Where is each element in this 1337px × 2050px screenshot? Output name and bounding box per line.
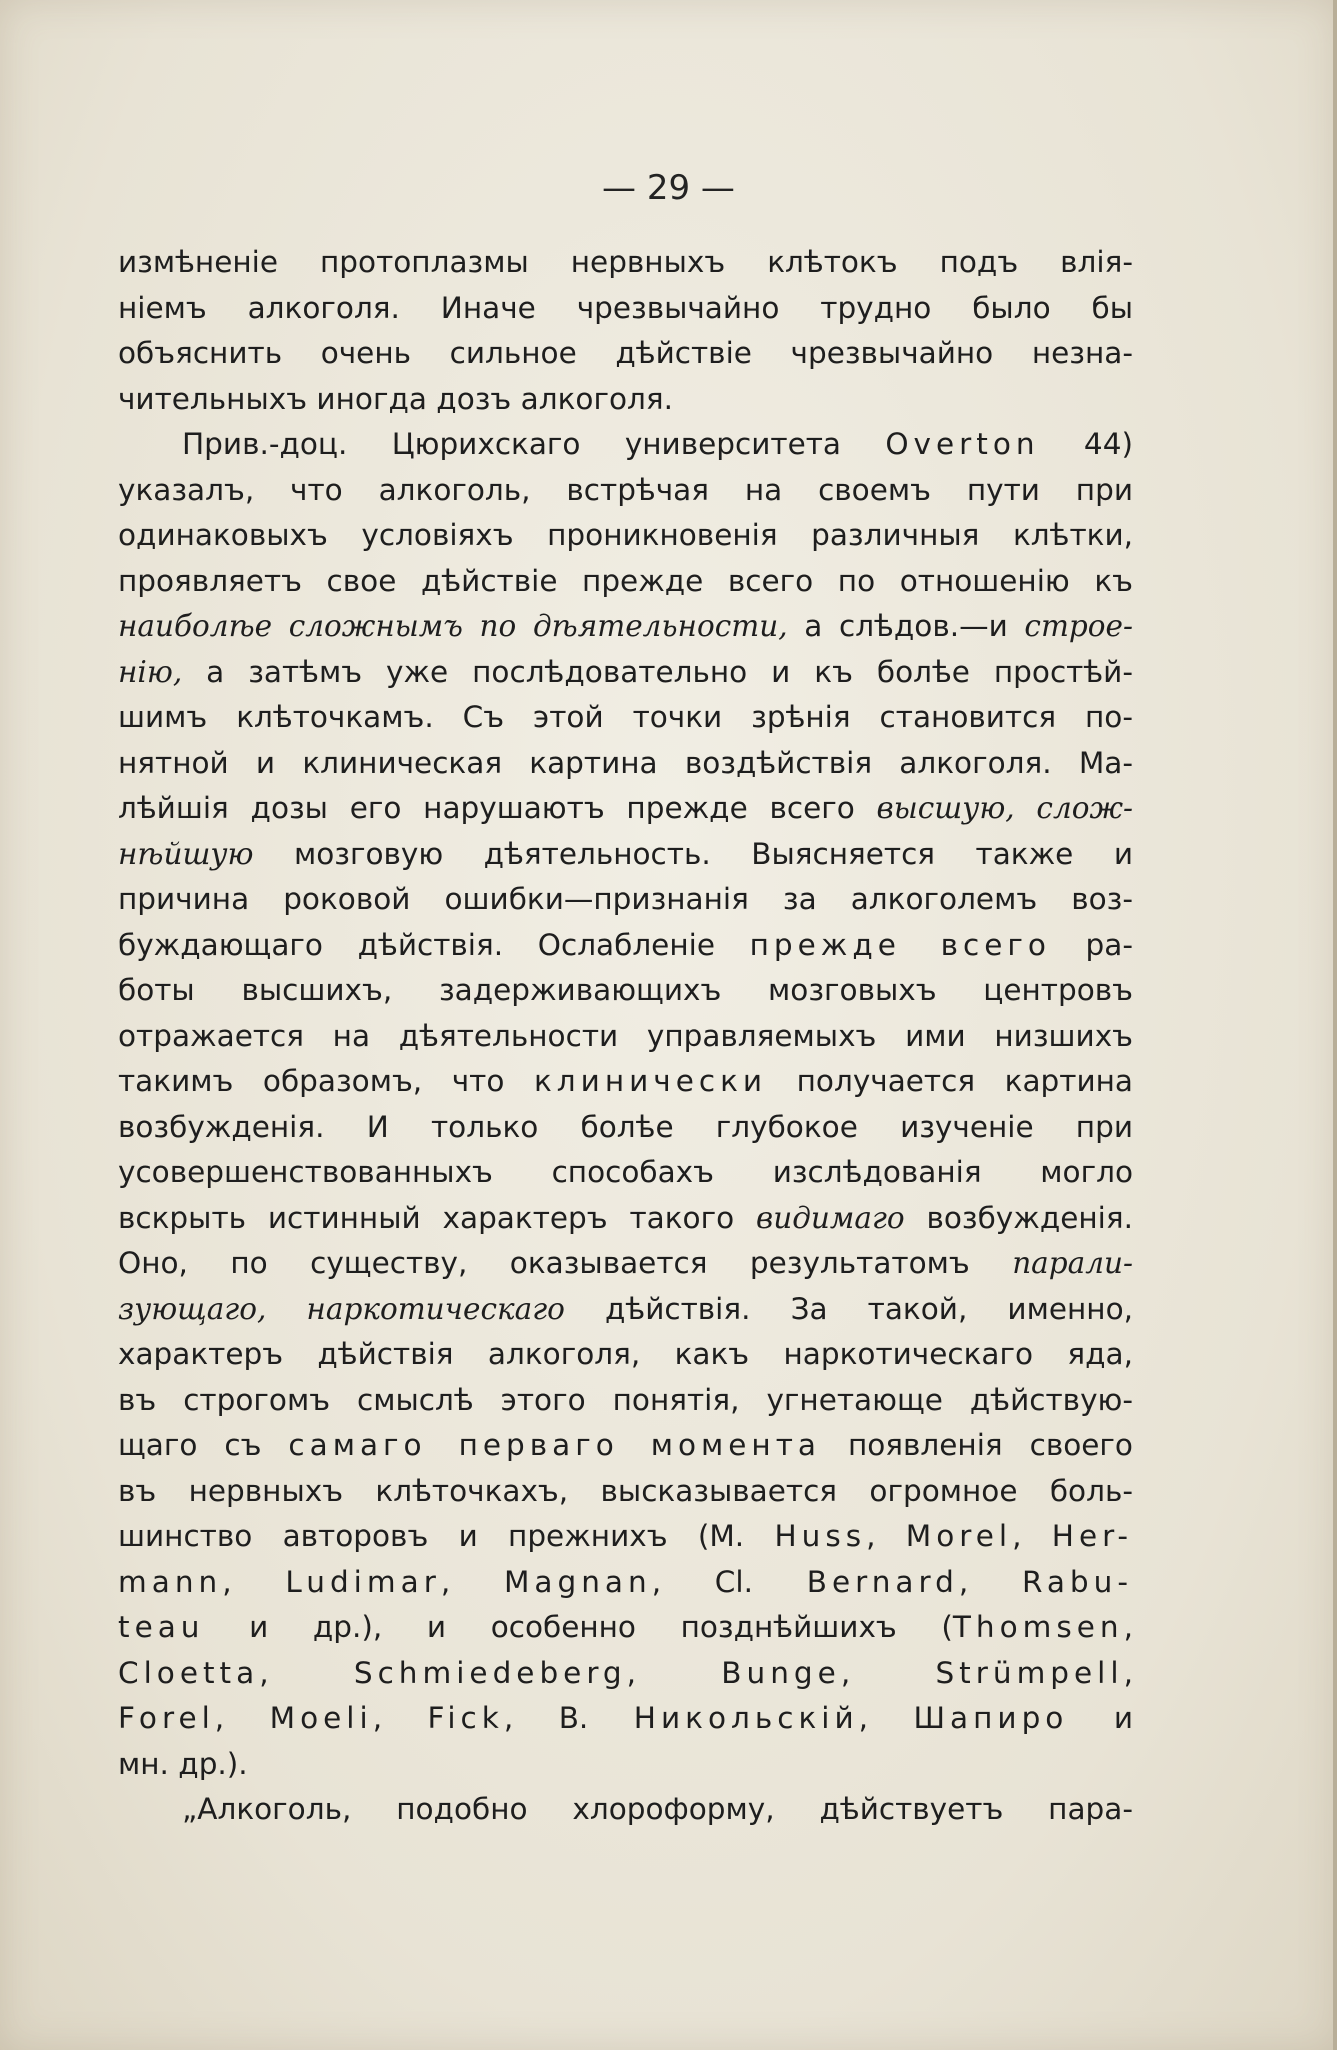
text-segment: проявляетъ свое дѣйствіе прежде всего по отношенію къ [118, 563, 1133, 598]
spaced-name: Bernard [806, 1564, 959, 1599]
spaced-name: Thomsen [952, 1610, 1124, 1644]
spaced-name: Cloetta [118, 1655, 260, 1690]
text-line [118, 1514, 1133, 1560]
text-line [118, 786, 1133, 832]
text-segment: , [840, 1655, 936, 1690]
text-line [118, 741, 1133, 787]
italic-phrase: нѣйшую [118, 836, 254, 871]
text-segment: ра- [1050, 927, 1133, 962]
page-edge [1333, 0, 1337, 2050]
text-segment: усовершенствованныхъ способахъ изслѣдованія могло [118, 1155, 1133, 1189]
italic-phrase: высшую, слож- [876, 791, 1133, 825]
text-segment: измѣненіе протоплазмы нервныхъ клѣтокъ подъ влія- [118, 245, 1133, 279]
text-segment: нятной и клиническая картина воздѣйствія алкоголя. Ма- [118, 745, 1133, 780]
text-line [118, 1560, 1133, 1606]
text-line [118, 650, 1133, 696]
text-segment: и [1068, 1701, 1133, 1735]
text-line [118, 468, 1133, 514]
text-segment: а затѣмъ уже послѣдовательно и къ болѣе простѣй- [182, 654, 1133, 689]
text-segment: Прив.-доц. Цюрихскаго университета [182, 427, 886, 461]
spaced-name: Ludimar [285, 1564, 441, 1599]
text-segment: , [626, 1655, 722, 1690]
text-line [118, 1332, 1133, 1378]
text-segment: , [1123, 1655, 1133, 1690]
text-line [118, 1014, 1133, 1060]
text-line [118, 923, 1133, 969]
text-segment: указалъ, что алкоголь, встрѣчая на своемъ пути при [118, 472, 1133, 507]
body-text [118, 240, 1133, 1833]
text-segment: шимъ клѣточкамъ. Съ этой точки зрѣнія становится по- [118, 700, 1133, 734]
text-segment: , [958, 1564, 1022, 1599]
spaced-name: Overton [885, 427, 1040, 461]
spaced-name: teau [118, 1610, 205, 1644]
text-segment: , [858, 1701, 914, 1735]
text-line [118, 1287, 1133, 1333]
text-line [118, 1105, 1133, 1151]
italic-phrase: зующаго, наркотическаго [118, 1291, 565, 1326]
spaced-name: Шапиро [913, 1701, 1069, 1735]
text-segment: въ нервныхъ клѣточкахъ, высказывается огромное боль- [118, 1473, 1133, 1508]
text-line [118, 1423, 1133, 1469]
text-segment: и др.), и особенно позднѣйшихъ ( [204, 1610, 953, 1644]
text-segment: въ строгомъ смыслѣ этого понятія, угнетающе дѣйствую- [118, 1382, 1133, 1417]
spaced-name: Her- [1051, 1519, 1133, 1553]
spaced-name: Forel [118, 1701, 215, 1735]
text-segment: буждающаго дѣйствія. Ослабленіе [118, 927, 750, 962]
text-segment: лѣйшія дозы его нарушаютъ прежде всего [118, 791, 877, 825]
text-line [118, 286, 1133, 332]
spaced-name: самаго перваго момента [288, 1428, 821, 1462]
spaced-name: Fick [427, 1701, 504, 1735]
text-segment: дѣйствія. За такой, именно, [564, 1291, 1133, 1326]
spaced-name: Magnan [503, 1564, 652, 1599]
text-segment: возбужденія. [904, 1200, 1133, 1235]
text-segment: , [1012, 1519, 1052, 1553]
text-segment: , B. [503, 1701, 634, 1735]
page-number: — 29 — [602, 168, 735, 208]
spaced-name: Strümpell [935, 1655, 1124, 1690]
text-line [118, 1241, 1133, 1287]
italic-phrase: нію, [118, 654, 183, 689]
text-line [118, 240, 1133, 286]
text-segment: боты высшихъ, задерживающихъ мозговыхъ центровъ [118, 973, 1133, 1007]
italic-phrase: парали- [1012, 1246, 1133, 1280]
text-line [118, 1378, 1133, 1424]
text-line [118, 877, 1133, 923]
spaced-name: Huss [774, 1519, 867, 1553]
text-segment: , [222, 1564, 286, 1599]
text-line [118, 559, 1133, 605]
spaced-name: Rabu- [1021, 1564, 1133, 1599]
text-line [118, 832, 1133, 878]
spaced-name: прежде всего [749, 927, 1051, 962]
text-segment: „Алкоголь, подобно хлороформу, дѣйствуетъ пара- [182, 1792, 1133, 1826]
text-segment: отражается на дѣятельности управляемыхъ ими низшихъ [118, 1018, 1133, 1053]
italic-phrase: наиболѣе сложнымъ по дѣятельности, [118, 609, 788, 643]
text-segment: щаго съ [118, 1428, 289, 1462]
text-line [118, 968, 1133, 1014]
text-line [118, 1651, 1133, 1697]
spaced-name: mann [118, 1564, 223, 1599]
text-line [118, 377, 1133, 423]
text-line [118, 1696, 1133, 1742]
text-segment: мозговую дѣятельность. Выясняется также и [253, 836, 1133, 871]
spaced-name: Schmiedeberg [353, 1655, 627, 1690]
text-line [118, 1059, 1133, 1105]
spaced-name: Morel [905, 1519, 1013, 1553]
text-line [118, 695, 1133, 741]
spaced-name: Bunge [721, 1655, 841, 1690]
text-line [118, 604, 1133, 650]
text-segment: вскрыть истинный характеръ такого [118, 1200, 757, 1235]
text-line [118, 1742, 1133, 1788]
text-segment: , [1123, 1610, 1133, 1644]
italic-phrase: строе- [1024, 609, 1133, 643]
text-segment: , [866, 1519, 906, 1553]
text-line [118, 513, 1133, 559]
text-segment: шинство авторовъ и прежнихъ (M. [118, 1519, 775, 1553]
text-segment: возбужденія. И только болѣе глубокое изученіе при [118, 1109, 1133, 1144]
spaced-name: клинически [533, 1064, 768, 1098]
text-line [118, 1196, 1133, 1242]
text-segment: , [214, 1701, 270, 1735]
text-segment: а слѣдов.—и [787, 609, 1025, 643]
text-segment: объяснить очень сильное дѣйствіе чрезвычайно незна- [118, 336, 1133, 370]
text-segment: 44) [1039, 427, 1133, 461]
spaced-name: Никольскій [633, 1701, 859, 1735]
text-segment: ніемъ алкоголя. Иначе чрезвычайно трудно было бы [118, 290, 1133, 325]
text-line [118, 1150, 1133, 1196]
text-segment: такимъ образомъ, что [118, 1064, 534, 1098]
text-segment: получается картина [767, 1064, 1133, 1098]
text-segment: , [440, 1564, 504, 1599]
text-segment: появленія своего [820, 1428, 1133, 1462]
text-line [118, 1469, 1133, 1515]
text-segment: мн. др.). [118, 1746, 248, 1781]
text-segment: причина роковой ошибки—признанія за алкоголемъ воз- [118, 882, 1133, 916]
text-line [118, 1787, 1133, 1833]
text-line [118, 331, 1133, 377]
text-segment: характеръ дѣйствія алкоголя, какъ наркотическаго яда, [118, 1337, 1133, 1371]
text-segment: , Cl. [651, 1564, 807, 1599]
text-segment: , [259, 1655, 354, 1690]
text-segment: Оно, по существу, оказывается результатомъ [118, 1246, 1013, 1280]
spaced-name: Moeli [269, 1701, 373, 1735]
italic-phrase: видимаго [756, 1200, 905, 1235]
text-line [118, 422, 1133, 468]
text-line [118, 1605, 1133, 1651]
text-segment: одинаковыхъ условіяхъ проникновенія различныя клѣтки, [118, 518, 1133, 552]
text-segment: , [372, 1701, 428, 1735]
text-segment: чительныхъ иногда дозъ алкоголя. [118, 381, 673, 416]
